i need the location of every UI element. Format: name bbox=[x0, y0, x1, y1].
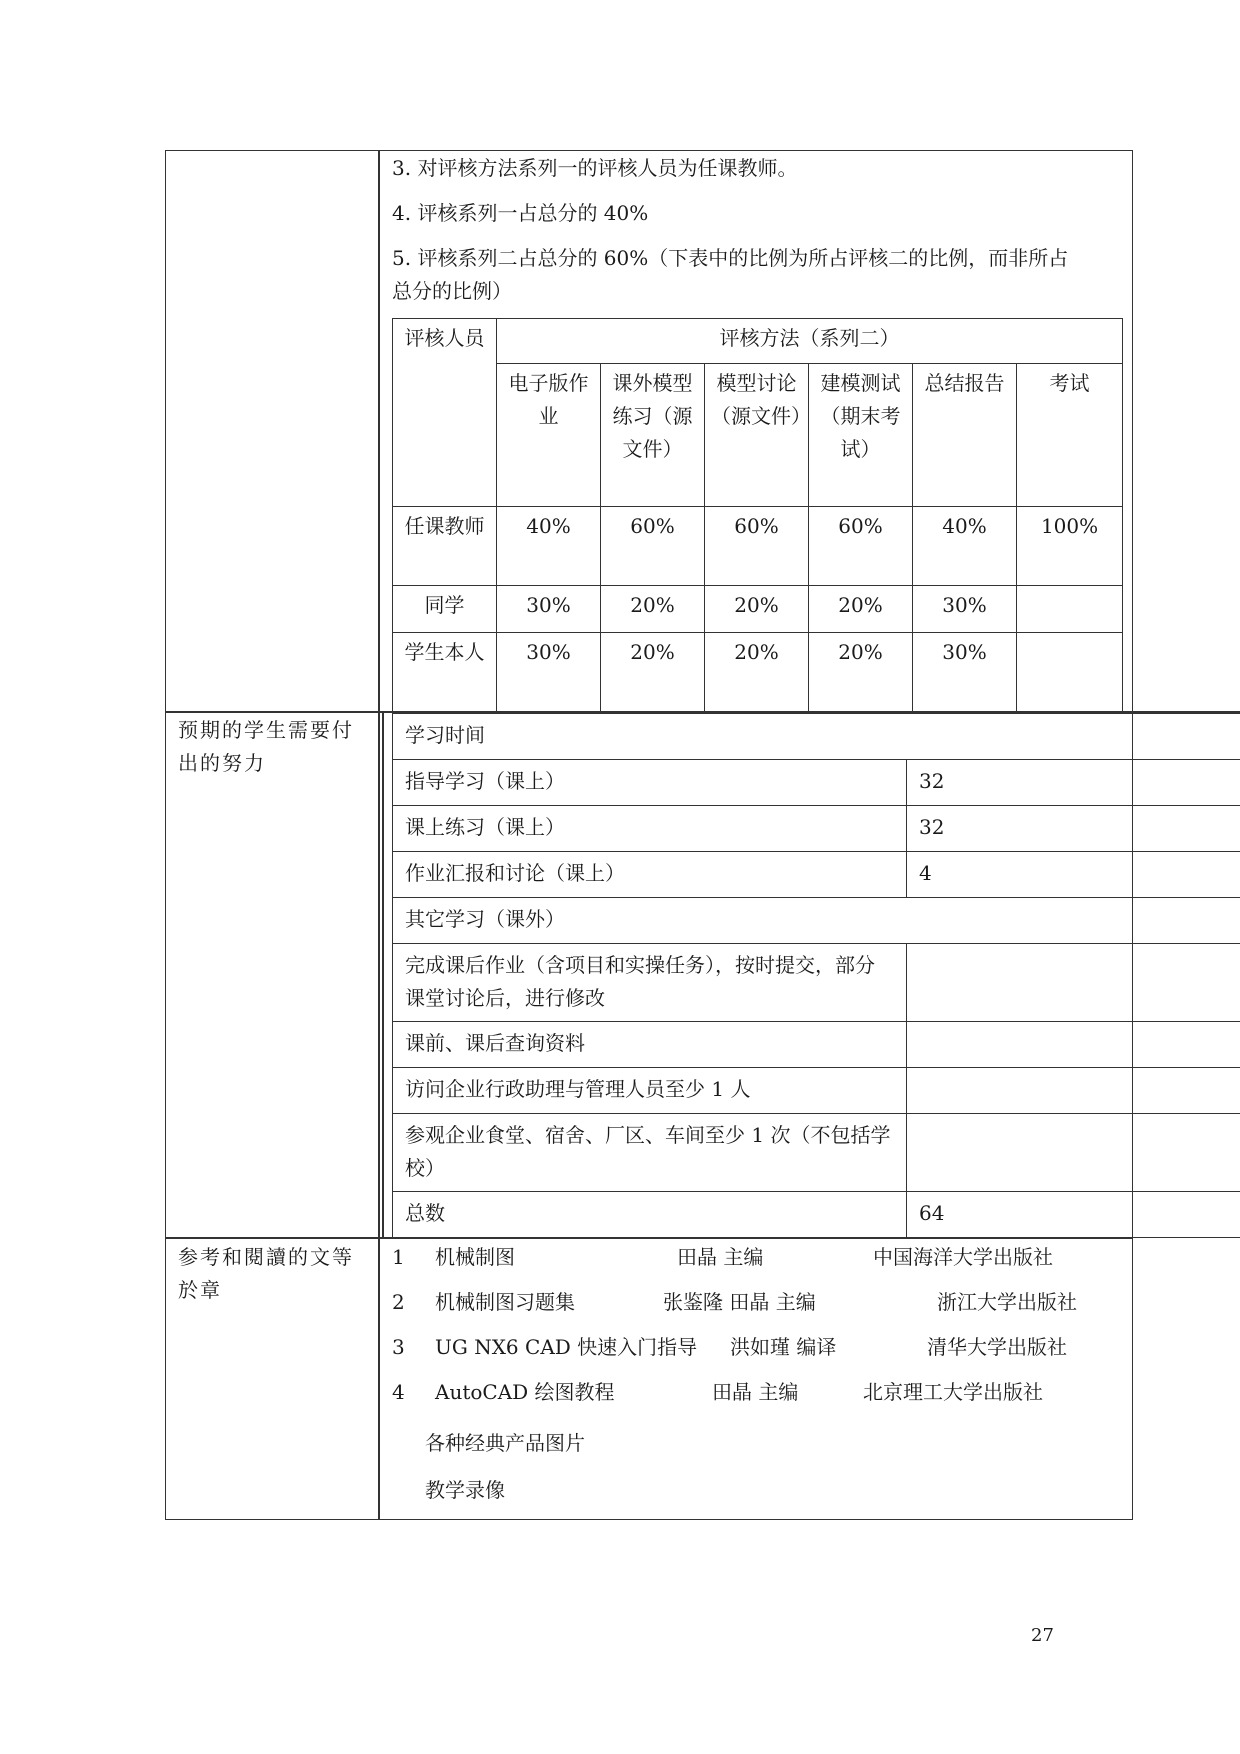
percent-cell: 20% bbox=[809, 586, 913, 633]
reference-extra: 教学录像 bbox=[425, 1478, 505, 1502]
reference-title: UG NX6 CAD 快速入门指导 bbox=[435, 1335, 698, 1359]
percent-cell: 30% bbox=[913, 632, 1017, 711]
activity-cell: 完成课后作业（含项目和实操任务），按时提交，部分课堂讨论后，进行修改 bbox=[393, 944, 907, 1022]
reference-number: 4 bbox=[392, 1380, 405, 1404]
table-row bbox=[393, 1192, 1240, 1238]
other-study-header: 其它学习（课外） bbox=[393, 898, 907, 944]
percent-cell: 30% bbox=[497, 632, 601, 711]
percent-cell: 60% bbox=[601, 507, 705, 586]
percent-cell: 20% bbox=[705, 586, 809, 633]
references-label: 参考和閱讀的文等於章 bbox=[178, 1245, 354, 1302]
assessment-note: 3. 对评核方法系列一的评核人员为任课教师。 bbox=[392, 156, 798, 180]
percent-cell: 40% bbox=[497, 507, 601, 586]
percent-cell: 20% bbox=[809, 632, 913, 711]
table-row bbox=[393, 806, 1240, 852]
effort-label: 预期的学生需要付出的努力 bbox=[178, 718, 354, 775]
method-cell: 考试 bbox=[1017, 363, 1123, 507]
reference-title: AutoCAD 绘图教程 bbox=[435, 1380, 615, 1404]
table-row bbox=[393, 1114, 1240, 1192]
table-row bbox=[393, 1022, 1240, 1068]
assessor-header: 评核人员 bbox=[393, 319, 497, 507]
hours-cell bbox=[907, 1022, 1133, 1068]
reference-title: 机械制图 bbox=[435, 1245, 515, 1269]
method-cell: 建模测试（期末考试） bbox=[809, 363, 913, 507]
method-cell: 模型讨论（源文件） bbox=[705, 363, 809, 507]
percent-cell: 60% bbox=[809, 507, 913, 586]
reference-publisher: 中国海洋大学出版社 bbox=[873, 1245, 1053, 1269]
percent-cell: 30% bbox=[913, 586, 1017, 633]
table-row bbox=[393, 944, 1240, 1022]
table-row bbox=[393, 586, 1123, 633]
table-row bbox=[393, 632, 1123, 711]
reference-number: 2 bbox=[392, 1290, 405, 1314]
method-cell: 总结报告 bbox=[913, 363, 1017, 507]
assessment-note: 5. 评核系列二占总分的 60%（下表中的比例为所占评核二的比例，而非所占 bbox=[392, 246, 1069, 270]
hours-cell bbox=[907, 1114, 1133, 1192]
assessor-cell: 学生本人 bbox=[393, 632, 497, 711]
hours-cell: 4 bbox=[907, 852, 1133, 898]
page-number: 27 bbox=[1031, 1625, 1054, 1646]
percent-cell: 40% bbox=[913, 507, 1017, 586]
percent-cell: 20% bbox=[601, 586, 705, 633]
activity-cell: 访问企业行政助理与管理人员至少 1 人 bbox=[393, 1068, 907, 1114]
assessor-cell: 同学 bbox=[393, 586, 497, 633]
activity-cell: 参观企业食堂、宿舍、厂区、车间至少 1 次（不包括学校） bbox=[393, 1114, 907, 1192]
table-row bbox=[393, 1068, 1240, 1114]
reference-author: 田晶 主编 bbox=[712, 1380, 799, 1404]
assessment-note: 总分的比例） bbox=[392, 279, 512, 303]
activity-cell: 指导学习（课上） bbox=[393, 760, 907, 806]
hours-cell bbox=[907, 1068, 1133, 1114]
table-row bbox=[393, 852, 1240, 898]
study-time-table bbox=[392, 713, 1240, 1238]
percent-cell: 20% bbox=[705, 632, 809, 711]
percent-cell: 30% bbox=[497, 586, 601, 633]
reference-publisher: 北京理工大学出版社 bbox=[863, 1380, 1043, 1404]
hours-cell: 32 bbox=[907, 760, 1133, 806]
reference-publisher: 清华大学出版社 bbox=[927, 1335, 1067, 1359]
reference-extra: 各种经典产品图片 bbox=[425, 1431, 585, 1455]
reference-number: 1 bbox=[392, 1245, 405, 1269]
hours-cell: 32 bbox=[907, 806, 1133, 852]
activity-cell: 课前、课后查询资料 bbox=[393, 1022, 907, 1068]
percent-cell: 100% bbox=[1017, 507, 1123, 586]
reference-author: 洪如瑾 编译 bbox=[730, 1335, 837, 1359]
hours-cell bbox=[907, 944, 1133, 1022]
table-row bbox=[393, 760, 1240, 806]
reference-title: 机械制图习题集 bbox=[435, 1290, 575, 1314]
column-divider bbox=[378, 150, 380, 1520]
study-time-header: 学习时间 bbox=[393, 714, 907, 760]
assessment-table bbox=[392, 318, 1123, 712]
method-cell: 课外模型练习（源文件） bbox=[601, 363, 705, 507]
activity-cell: 作业汇报和讨论（课上） bbox=[393, 852, 907, 898]
percent-cell bbox=[1017, 586, 1123, 633]
reference-author: 田晶 主编 bbox=[677, 1245, 764, 1269]
column-divider bbox=[382, 712, 384, 1237]
assessment-note: 4. 评核系列一占总分的 40% bbox=[392, 201, 649, 225]
total-value: 64 bbox=[907, 1192, 1133, 1238]
reference-number: 3 bbox=[392, 1335, 405, 1359]
percent-cell: 20% bbox=[601, 632, 705, 711]
reference-publisher: 浙江大学出版社 bbox=[937, 1290, 1077, 1314]
assessor-cell: 任课教师 bbox=[393, 507, 497, 586]
reference-author: 张鉴隆 田晶 主编 bbox=[663, 1290, 816, 1314]
total-label: 总数 bbox=[393, 1192, 907, 1238]
table-row bbox=[393, 507, 1123, 586]
percent-cell: 60% bbox=[705, 507, 809, 586]
method-cell: 电子版作业 bbox=[497, 363, 601, 507]
method-header: 评核方法（系列二） bbox=[497, 319, 1123, 364]
activity-cell: 课上练习（课上） bbox=[393, 806, 907, 852]
percent-cell bbox=[1017, 632, 1123, 711]
